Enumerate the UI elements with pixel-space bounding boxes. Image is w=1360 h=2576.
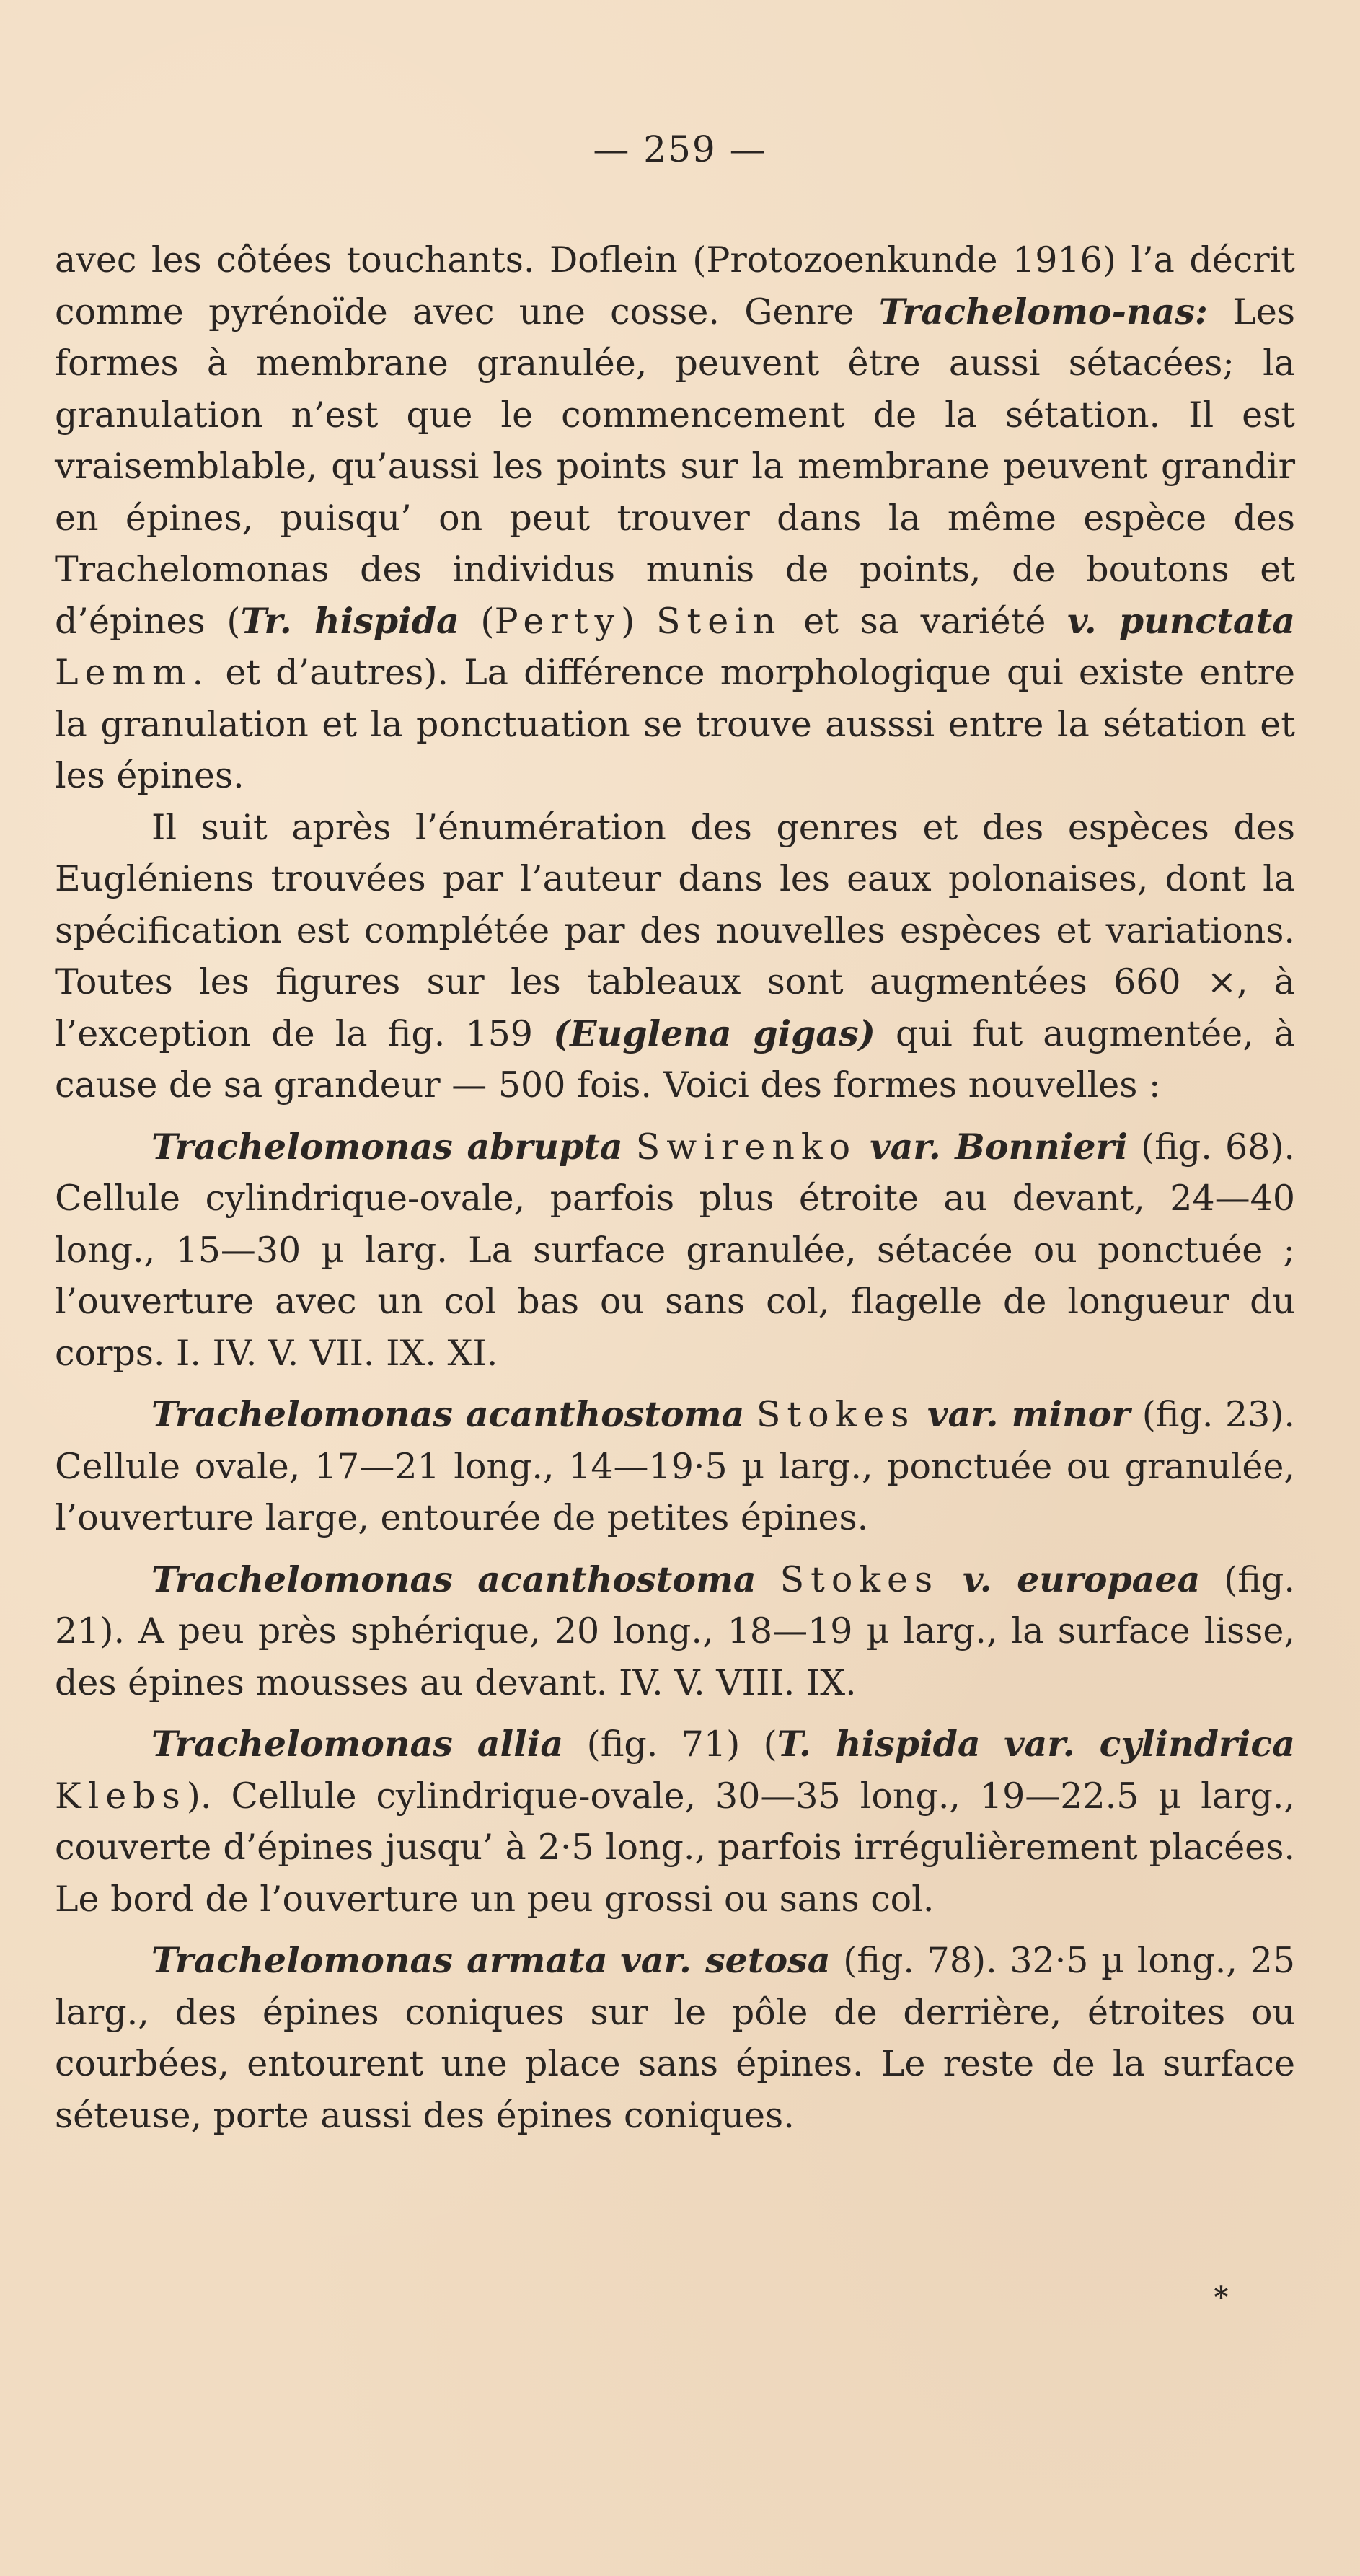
species-name: Trachelomonas armata bbox=[151, 1939, 608, 1981]
text-run: (fig. 78). 32·5 µ long., 25 larg., des épines coniques sur le pôle de derrière, étroites ou courbées, entourent une place sans épines. Le reste de la surface séteuse, porte aussi des épines coniques. bbox=[55, 1940, 1295, 2136]
species-entry-acanthostoma-minor bbox=[55, 1389, 1295, 1544]
page-number: — 259 — bbox=[593, 128, 767, 170]
text-run: Il suit après l’énumération des genres et des espèces des Eugléniens trouvées par l’auteur dans les eaux polonaises, dont la spécification est complétée par des nouvelles espèces et variations. Toutes les figures sur les tableaux sont augmentées 660 ×, à l’exception de la fig. 159 bbox=[55, 806, 1295, 1054]
text-run: et sa variété bbox=[782, 600, 1068, 642]
species-name: Trachelomonas abrupta bbox=[151, 1125, 623, 1168]
species-name: Trachelomonas acanthostoma bbox=[151, 1558, 756, 1600]
text-run: (fig. 68). Cellule cylindrique-ovale, parfois plus étroite au devant, 24—40 long., 15—30 µ larg. La surface granulée, sétacée ou ponctuée ; l’ouverture avec un col bas ou sans col, flagelle de longueur du corps. I. IV. V. VII. IX. XI. bbox=[55, 1126, 1296, 1374]
paragraph-enumeration bbox=[55, 802, 1295, 1111]
text-run bbox=[756, 1559, 780, 1600]
variety-name: var. setosa bbox=[620, 1939, 831, 1981]
text-run bbox=[744, 1394, 756, 1435]
text-run: (fig. 21). A peu près sphérique, 20 long., 18—19 µ larg., la surface lisse, des épines mousses au devant. IV. V. VIII. IX. bbox=[55, 1558, 1295, 1703]
text-run: avec les côtées touchants. Doflein (Protozoenkunde 1916) l’a décrit comme pyrénoïde avec une cosse. Genre bbox=[55, 239, 1295, 332]
body-text bbox=[55, 234, 1295, 2141]
text-run bbox=[857, 1126, 870, 1168]
text-run: ) bbox=[621, 600, 656, 642]
text-run: et d’autres). La différence morphologique qui existe entre la granulation et la ponctuation se trouve ausssi entre la sétation et les épines. bbox=[55, 652, 1295, 796]
author-name: Stein bbox=[655, 600, 782, 642]
text-run: Les formes à membrane granulée, peuvent être aussi sétacées; la granulation n’est que le commencement de la sétation. Il est vraisemblable, qu’aussi les points sur la membrane peuvent grandir en épines, puisqu’ on peut trouver dans la même espèce des Trachelomonas des individus munis de points, de boutons et d’épines ( bbox=[55, 291, 1295, 642]
genus-name: Trachelomo-nas: bbox=[878, 290, 1208, 332]
variety-name: v. europaea bbox=[963, 1558, 1201, 1600]
author-name: Stokes bbox=[756, 1394, 916, 1435]
paragraph-trachelomonas-genre bbox=[55, 234, 1295, 802]
variety-name: var. Bonnieri bbox=[870, 1125, 1128, 1168]
species-name: (Euglena gigas) bbox=[553, 1012, 875, 1054]
variety-name: var. cylindrica bbox=[1004, 1723, 1296, 1765]
species-name: T. hispida bbox=[777, 1723, 981, 1765]
text-run: ( bbox=[459, 600, 495, 642]
text-run: qui fut augmentée, à cause de sa grandeur — 500 fois. Voici des formes nouvelles : bbox=[55, 1013, 1295, 1106]
variety-name: v. punctata bbox=[1067, 599, 1295, 642]
author-name: Stokes bbox=[780, 1558, 940, 1600]
footer-asterisk: * bbox=[1214, 2280, 1229, 2314]
variety-name: var. minor bbox=[927, 1393, 1131, 1435]
species-entry-armata bbox=[55, 1935, 1295, 2141]
text-run bbox=[981, 1724, 1004, 1765]
species-name: Trachelomonas acanthostoma bbox=[151, 1393, 745, 1435]
author-name: Swirenko bbox=[635, 1126, 857, 1168]
author-name: Klebs bbox=[55, 1775, 187, 1817]
species-entry-allia bbox=[55, 1719, 1295, 1925]
species-entry-acanthostoma-europaea bbox=[55, 1554, 1295, 1709]
text-run: ). Cellule cylindrique-ovale, 30—35 long., 19—22.5 µ larg., couverte d’épines jusqu’ à 2·5 long., parfois irrégulièrement placées. Le bord de l’ouverture un peu grossi ou sans col. bbox=[55, 1775, 1295, 1920]
author-name: Lemm. bbox=[55, 652, 211, 693]
text-run: (fig. 23). Cellule ovale, 17—21 long., 14—19·5 µ larg., ponctuée ou granulée, l’ouverture large, entourée de petites épines. bbox=[55, 1394, 1296, 1538]
text-run bbox=[623, 1126, 636, 1168]
text-run bbox=[939, 1559, 963, 1600]
species-name: Trachelomonas allia bbox=[151, 1723, 564, 1765]
species-entry-abrupta bbox=[55, 1121, 1295, 1380]
text-run bbox=[608, 1940, 621, 1981]
author-name: Perty bbox=[494, 600, 622, 642]
species-name: Tr. hispida bbox=[240, 599, 459, 642]
text-run: (fig. 71) ( bbox=[563, 1724, 777, 1765]
text-run bbox=[915, 1394, 927, 1435]
